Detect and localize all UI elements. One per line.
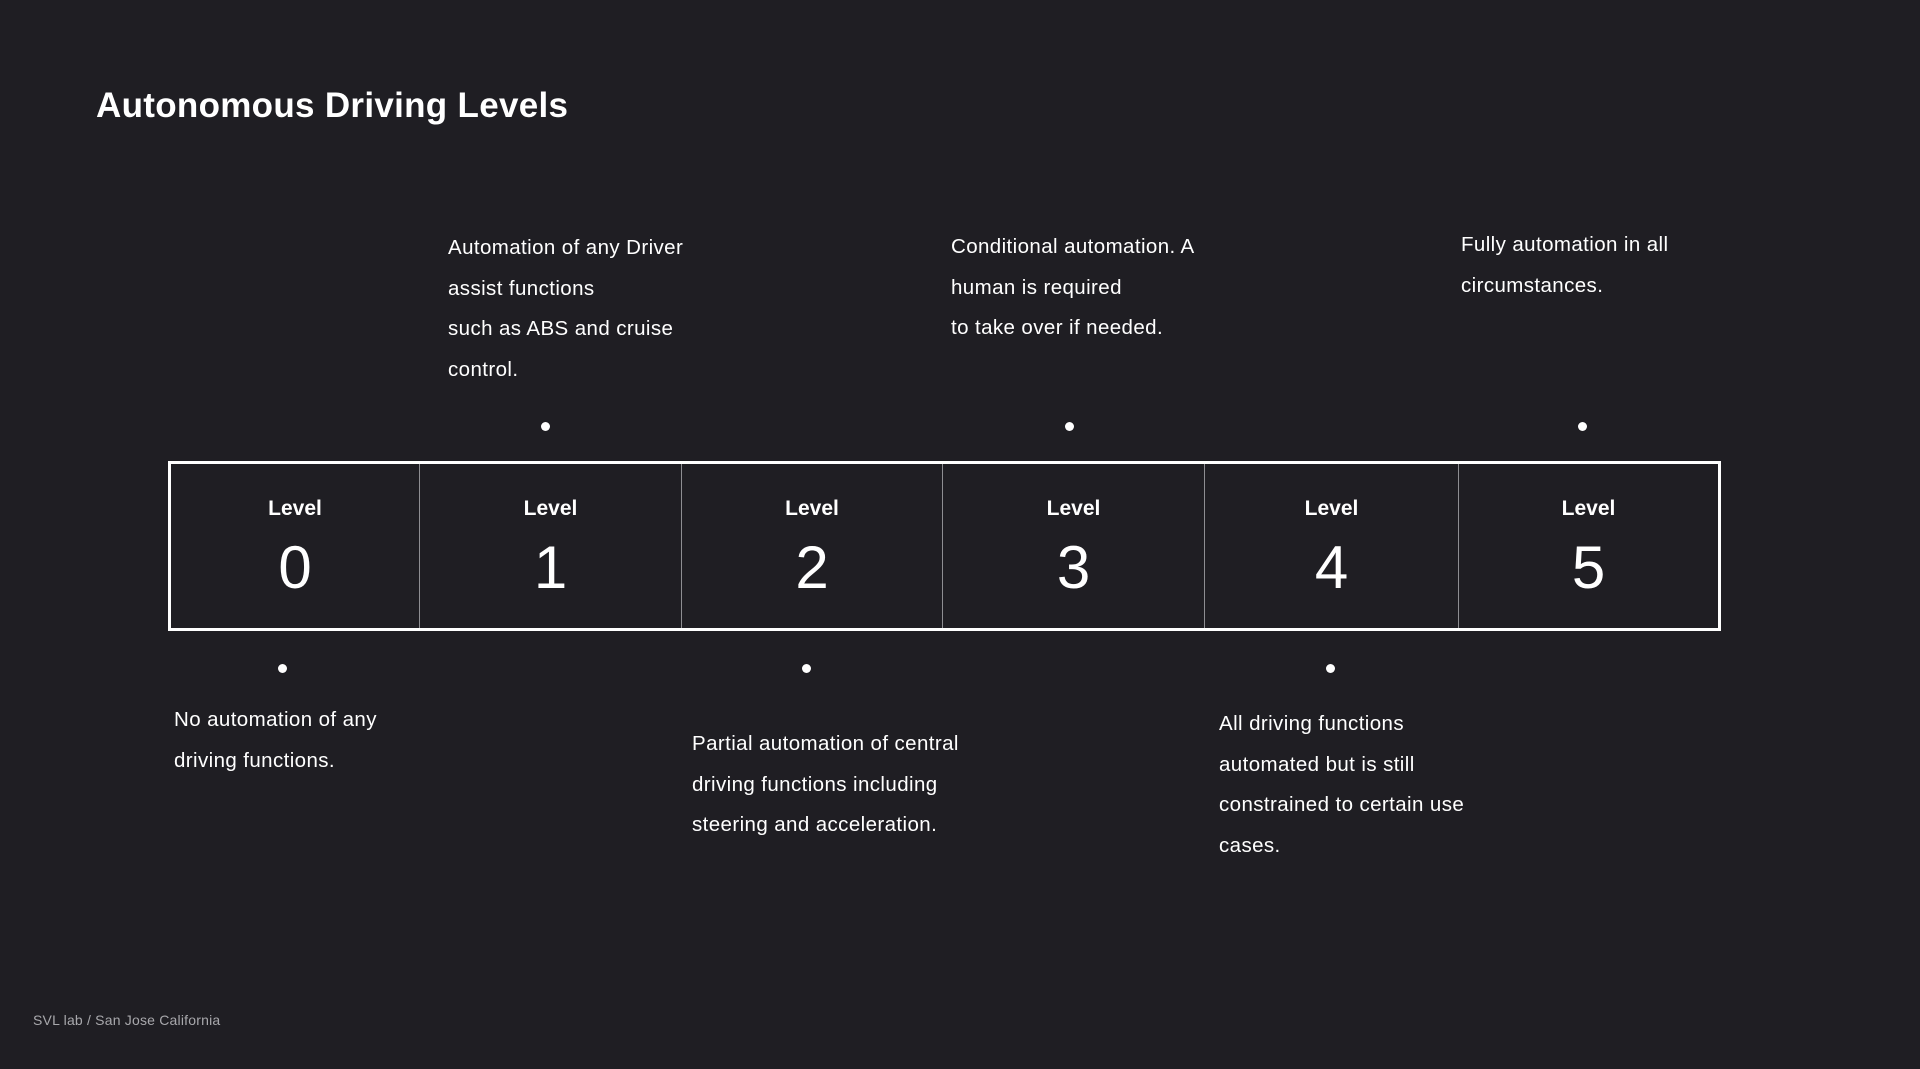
level-1-description-line: such as ABS and cruise (448, 317, 674, 340)
level-0-description-line: No automation of any (174, 708, 377, 731)
level-label: Level (785, 497, 839, 520)
level-3-description-line: Conditional automation. A (951, 235, 1195, 258)
level-1-connector-dot (541, 422, 550, 431)
level-4-cell (1205, 464, 1459, 628)
level-1-description-line: control. (448, 357, 519, 381)
level-1-description-line: Automation of any Driver (448, 236, 684, 259)
level-4-description-line: cases. (1219, 833, 1281, 857)
level-0-connector-dot (278, 664, 287, 673)
footer-credit: SVL lab / San Jose California (33, 1012, 221, 1028)
level-5-description-line: circumstances. (1461, 273, 1604, 297)
level-4-description (1219, 704, 1464, 866)
level-number: 4 (1314, 534, 1349, 601)
level-2-description-line: steering and acceleration. (692, 813, 938, 836)
level-2-cell (682, 464, 943, 628)
level-label: Level (1046, 497, 1101, 520)
level-3-connector-dot (1065, 422, 1074, 431)
level-2-description-line: driving functions including (692, 772, 938, 796)
level-number: 2 (795, 534, 829, 601)
level-3-description-line: to take over if needed. (951, 316, 1164, 339)
level-5-description-line: Fully automation in all (1461, 233, 1669, 256)
page-title: Autonomous Driving Levels (96, 86, 569, 125)
level-1-cell (420, 464, 682, 628)
level-5-description (1461, 225, 1668, 306)
level-3-description (951, 227, 1195, 349)
level-label: Level (268, 497, 322, 520)
level-3-cell (943, 464, 1205, 628)
level-number: 1 (533, 534, 568, 601)
level-label: Level (1304, 497, 1359, 520)
level-0-description (174, 700, 377, 781)
levels-strip (168, 461, 1721, 631)
level-2-connector-dot (802, 664, 811, 673)
level-5-cell (1459, 464, 1718, 628)
level-number: 3 (1056, 534, 1091, 601)
level-5-connector-dot (1578, 422, 1587, 431)
level-1-description (448, 228, 683, 390)
level-label: Level (1561, 497, 1616, 520)
level-0-description-line: driving functions. (174, 748, 336, 772)
level-number: 0 (278, 534, 312, 601)
level-4-description-line: constrained to certain use (1219, 793, 1465, 816)
level-4-description-line: automated but is still (1219, 752, 1415, 776)
level-0-cell (171, 464, 420, 628)
level-label: Level (523, 497, 578, 520)
level-3-description-line: human is required (951, 275, 1122, 299)
level-number: 5 (1571, 534, 1606, 601)
level-2-description-line: Partial automation of central (692, 732, 959, 755)
level-2-description (692, 724, 959, 846)
level-1-description-line: assist functions (448, 276, 595, 300)
level-4-description-line: All driving functions (1219, 712, 1405, 735)
level-4-connector-dot (1326, 664, 1335, 673)
